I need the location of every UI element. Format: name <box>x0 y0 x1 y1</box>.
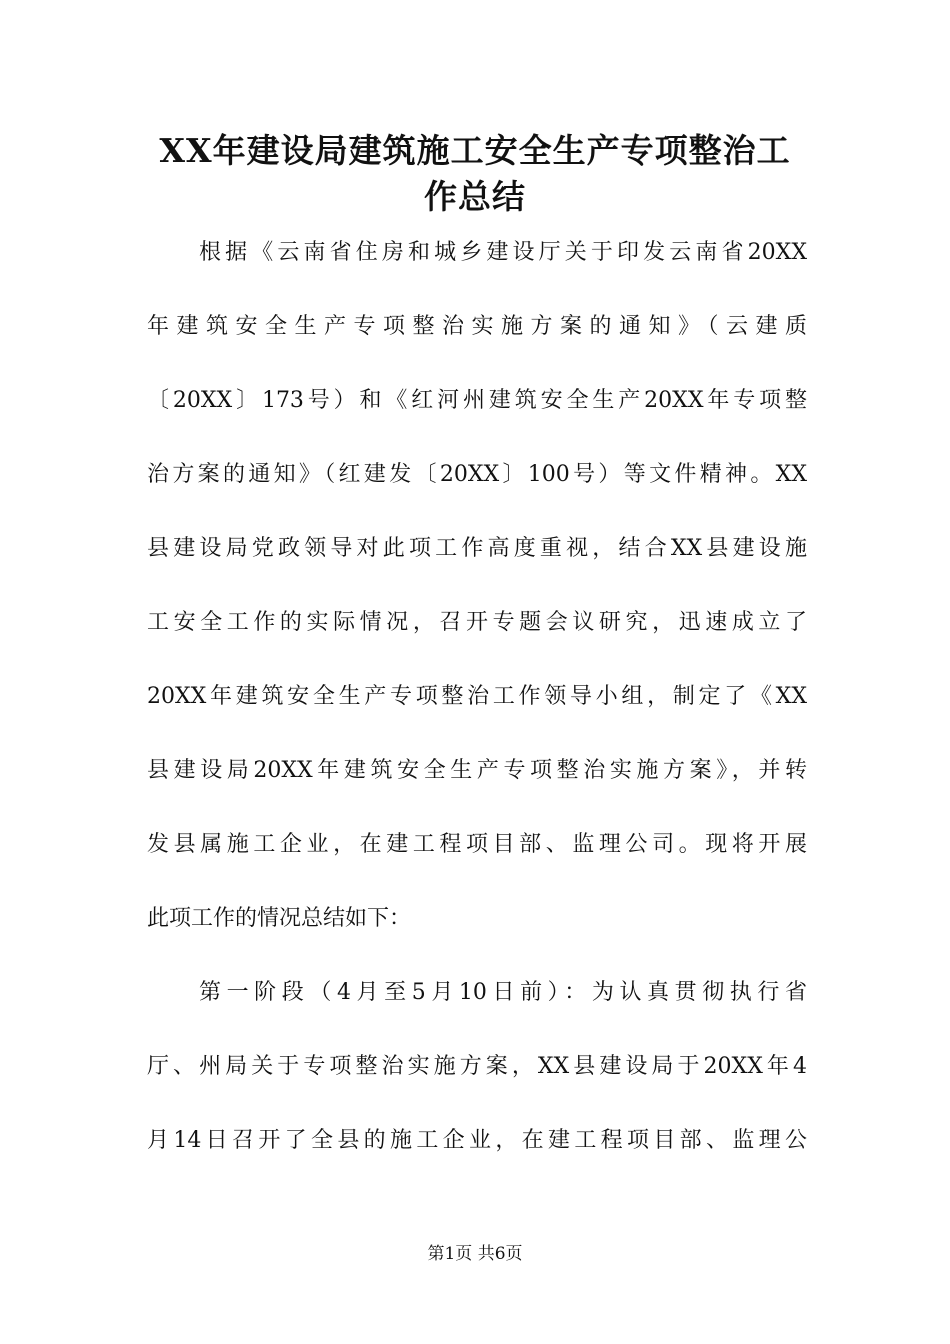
title-line: 作总结 <box>424 177 526 216</box>
page-footer <box>0 1242 950 1266</box>
paragraph-1-line: 发县属施工企业，在建工程项目部、监理公司。现将开展 <box>147 832 807 857</box>
paragraph-1-line: 县建设局20XX年建筑安全生产专项整治实施方案》，并转 <box>147 758 807 783</box>
paragraph-1-line: 20XX年建筑安全生产专项整治工作领导小组，制定了《XX <box>147 684 807 709</box>
paragraph-1-line: 工安全工作的实际情况，召开专题会议研究，迅速成立了 <box>147 610 807 635</box>
paragraph-1-line: 此项工作的情况总结如下： <box>147 906 412 931</box>
paragraph-1-line: 县建设局党政领导对此项工作高度重视，结合XX县建设施 <box>147 536 807 561</box>
paragraph-1-line: 〔20XX〕173号）和《红河州建筑安全生产20XX年专项整 <box>147 388 807 413</box>
paragraph-2-line: 厅、州局关于专项整治实施方案，XX县建设局于20XX年4 <box>147 1054 807 1079</box>
paragraph-2-line: 第一阶段（4月至5月10日前）：为认真贯彻执行省 <box>199 980 807 1005</box>
paragraph-2-line: 月14日召开了全县的施工企业，在建工程项目部、监理公 <box>147 1128 807 1153</box>
paragraph-1-line: 年建筑安全生产专项整治实施方案的通知》（云建质 <box>147 314 807 339</box>
paragraph-1-line: 治方案的通知》（红建发〔20XX〕100号）等文件精神。XX <box>147 462 807 487</box>
paragraph-1-line: 根据《云南省住房和城乡建设厅关于印发云南省20XX <box>199 240 807 265</box>
document-title <box>140 128 810 220</box>
title-line: XX年建设局建筑施工安全生产专项整治工 <box>159 131 791 170</box>
page-indicator: 第1页 共6页 <box>427 1244 523 1264</box>
document-body <box>147 228 807 1190</box>
